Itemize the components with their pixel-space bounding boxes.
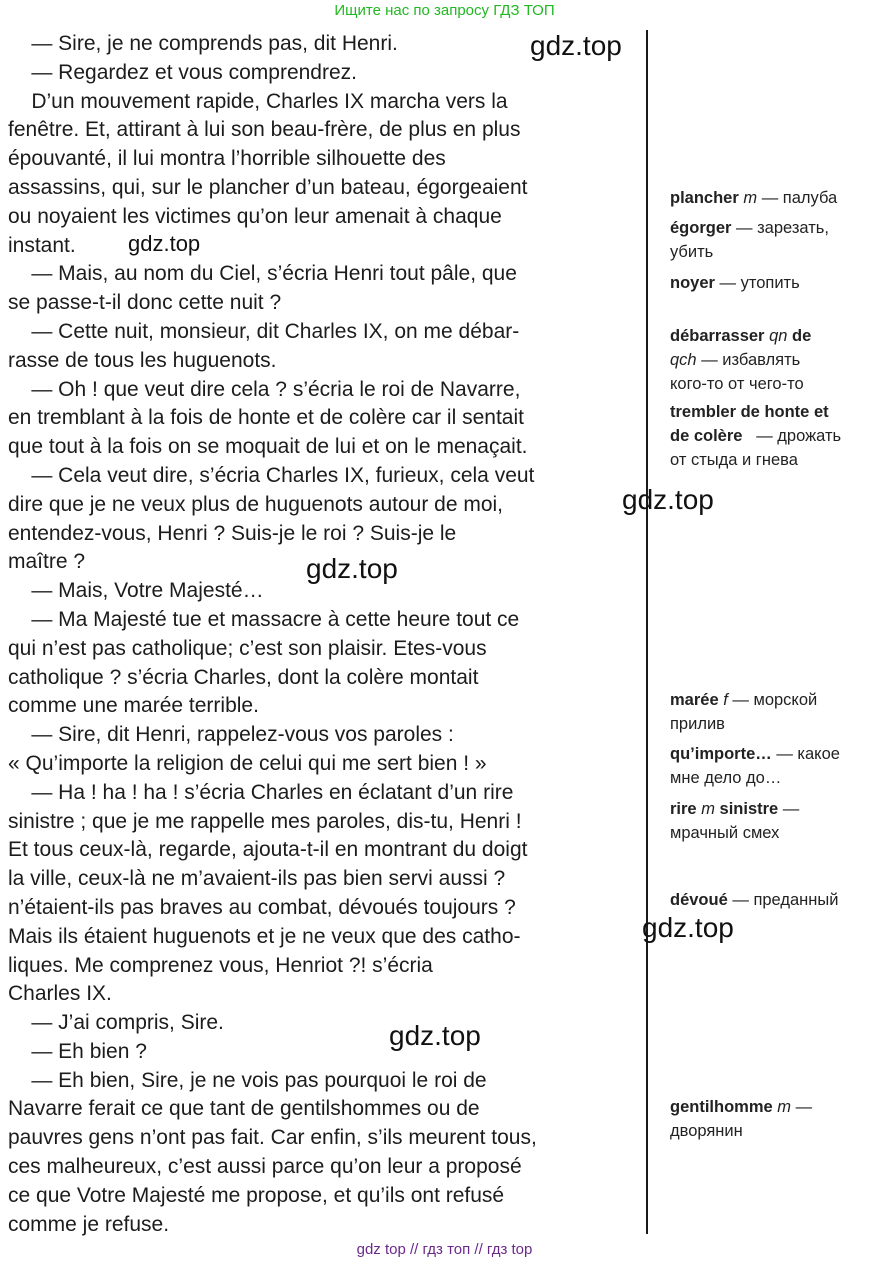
glossary-term: de colère [670,427,743,445]
watermark: gdz.top [622,484,714,515]
glossary-line [670,766,885,790]
glossary-term: gentilhomme [670,1098,778,1116]
glossary-line [670,888,885,912]
glossary-term: sinistre [714,800,779,818]
text-line: ce que Votre Majesté me propose, et qu’ils ont refusé [8,1183,505,1207]
glossary-entry [670,324,885,396]
glossary-translation: прилив [670,715,725,733]
glossary-translation: — дрожать [742,427,842,445]
text-line: — Ma Majesté tue et massacre à cette heure tout ce [8,607,520,631]
watermark: gdz.top [389,1020,481,1051]
glossary-line [670,216,885,240]
text-line: — Eh bien ? [8,1039,147,1063]
text-line: — Sire, dit Henri, rappelez-vous vos paroles : [8,723,454,747]
column-divider [646,30,648,1234]
text-line: assassins, qui, sur le plancher d’un bateau, égorgeaient [8,175,528,199]
glossary-grammar: m [701,800,715,818]
text-line: se passe-t-il donc cette nuit ? [8,291,282,315]
glossary-entry [670,186,885,210]
top-banner: Ищите нас по запросу ГДЗ ТОП [334,2,555,19]
glossary-translation: — избавлять [696,351,801,369]
text-line: qui n’est pas catholique; c’est son plaisir. Etes-vous [8,636,487,660]
text-line: la ville, ceux-là ne m’avaient-ils pas bien servi aussi ? [8,867,506,891]
glossary-entry [670,216,885,264]
text-line: — Eh bien, Sire, je ne vois pas pourquoi le roi de [8,1068,487,1092]
text-line: n’étaient-ils pas braves au combat, dévoués toujours ? [8,895,516,919]
text-line: en tremblant à la fois de honte et de colère car il sentait [8,406,524,430]
watermark: gdz.top [642,912,734,943]
glossary-line [670,400,885,424]
text-line: entendez-vous, Henri ? Suis-je le roi ? Suis-je le [8,521,457,545]
glossary-translation: — [778,800,800,818]
text-line: « Qu’importe la religion de celui qui me sert bien ! » [8,751,487,775]
glossary-translation: — морской [727,691,818,709]
main-text [8,30,638,1239]
text-line: — Regardez et vous comprendrez. [8,60,357,84]
text-line: Et tous ceux-là, regarde, ajouta-t-il en montrant du doigt [8,838,528,862]
watermark: gdz.top [306,553,398,584]
glossary-line [670,424,885,448]
glossary-grammar: m [777,1098,792,1116]
text-line: Charles IX. [8,982,112,1006]
text-line: — Cette nuit, monsieur, dit Charles IX, on me débar- [8,319,520,343]
glossary-term: égorger [670,219,732,237]
glossary-grammar: qn [769,327,788,345]
glossary-translation: кого-то от чего-то [670,375,804,393]
text-line: épouvanté, il lui montra l’horrible silhouette des [8,147,446,171]
glossary-translation: — палуба [757,189,838,207]
glossary-term: rire [670,800,702,818]
glossary-line [670,271,885,295]
glossary-term: qu’importe… [670,745,772,763]
glossary-grammar: m [743,189,758,207]
text-line: ou noyaient les victimes qu’on leur amenait à chaque [8,204,502,228]
glossary-term: de [787,327,812,345]
glossary-line [670,348,885,372]
glossary-grammar: f [723,691,728,709]
glossary-translation: — [791,1098,813,1116]
text-line: liques. Me comprenez vous, Henriot ?! s’écria [8,953,433,977]
watermark: gdz.top [128,231,201,256]
glossary-term: noyer [670,274,715,292]
glossary-term: dévoué [670,891,728,909]
glossary-translation: дворянин [670,1122,743,1140]
glossary-grammar: qch [670,351,697,369]
text-line: dire que je ne veux plus de huguenots autour de moi, [8,492,504,516]
glossary-term: plancher [670,189,744,207]
text-line: Navarre ferait ce que tant de gentilshommes ou de [8,1097,480,1121]
glossary-entry [670,742,885,790]
text-line: — Mais, Votre Majesté… [8,579,264,603]
glossary-entry [670,271,885,295]
text-line: sinistre ; que je me rappelle mes paroles, dis-tu, Henri ! [8,809,522,833]
glossary-term: trembler de honte et [670,403,829,421]
glossary-entry [670,888,885,912]
text-line: Mais ils étaient huguenots et je ne veux que des catho- [8,924,521,948]
glossary-line [670,1119,885,1143]
glossary-translation: — преданный [727,891,839,909]
glossary-line [670,186,885,210]
text-line: — Oh ! que veut dire cela ? s’écria le roi de Navarre, [8,377,521,401]
glossary-line [670,372,885,396]
glossary-entry [670,400,885,472]
text-line: fenêtre. Et, attirant à lui son beau-frère, de plus en plus [8,118,521,142]
glossary-translation: — какое [771,745,840,763]
glossary-translation: убить [670,243,714,261]
glossary-entry [670,1095,885,1143]
glossary-translation: — утопить [714,274,800,292]
text-line: comme je refuse. [8,1212,170,1236]
glossary-line [670,324,885,348]
footer: gdz top // гдз топ // гдз top [356,1241,533,1258]
text-line: rasse de tous les huguenots. [8,348,277,372]
glossary-line [670,448,885,472]
glossary-line [670,240,885,264]
glossary-line [670,688,885,712]
text-line: D’un mouvement rapide, Charles IX marcha vers la [8,89,508,113]
glossary-line [670,1095,885,1119]
glossary-entry [670,688,885,736]
glossary-translation: мне дело до… [670,769,782,787]
glossary-translation: от стыда и гнева [670,451,798,469]
glossary-entry [670,797,885,845]
text-line: comme une marée terrible. [8,694,259,718]
text-line: maître ? [8,550,86,574]
text-line: — Sire, je ne comprends pas, dit Henri. [8,32,398,55]
glossary-term: marée [670,691,724,709]
text-line: — Cela veut dire, s’écria Charles IX, furieux, cela veut [8,463,535,487]
text-line: — Ha ! ha ! ha ! s’écria Charles en éclatant d’un rire [8,780,514,804]
text-line: pauvres gens n’ont pas fait. Car enfin, s’ils meurent tous, [8,1126,537,1150]
glossary-term: débarrasser [670,327,770,345]
glossary-translation: — зарезать, [731,219,829,237]
glossary-line [670,821,885,845]
glossary-line [670,712,885,736]
text-line: que tout à la fois on se moquait de lui et on le menaçait. [8,435,528,459]
text-line: catholique ? s’écria Charles, dont la colère montait [8,665,479,689]
glossary-line [670,797,885,821]
watermark: gdz.top [530,30,622,61]
text-line: — Mais, au nom du Ciel, s’écria Henri tout pâle, que [8,262,517,286]
text-line: — J’ai compris, Sire. [8,1011,224,1035]
glossary-line [670,742,885,766]
text-line: instant. [8,233,76,257]
glossary-translation: мрачный смех [670,824,780,842]
text-line: ces malheureux, c’est aussi parce qu’on leur a proposé [8,1155,522,1179]
